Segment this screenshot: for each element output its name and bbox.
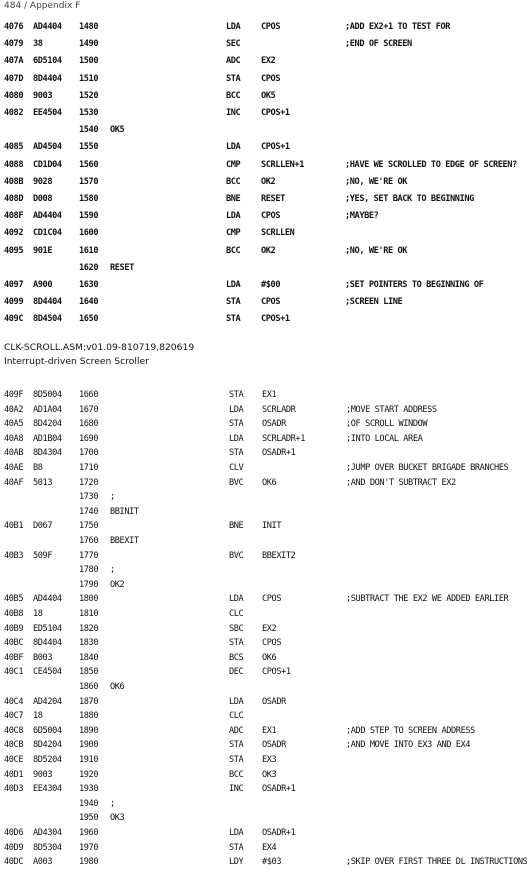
code-num: 1540 bbox=[79, 125, 99, 136]
code-label: BBEXIT bbox=[110, 536, 139, 546]
code-op: LDA bbox=[226, 142, 241, 153]
code-num: 1840 bbox=[79, 652, 99, 663]
code-addr: 40CB bbox=[4, 740, 24, 751]
code-num: 1580 bbox=[79, 194, 99, 204]
code-num: 1770 bbox=[79, 550, 99, 561]
code-addr: 4092 bbox=[4, 228, 24, 239]
code-op: BVC bbox=[229, 550, 244, 561]
code-addr: 4095 bbox=[4, 245, 24, 256]
code-code: AD4204 bbox=[33, 696, 62, 707]
code-label: OK6 bbox=[110, 682, 125, 692]
code-arg: OK3 bbox=[262, 769, 277, 780]
code-comment: ;AND MOVE INTO EX3 AND EX4 bbox=[346, 740, 471, 751]
code-arg: CPOS+1 bbox=[261, 108, 290, 118]
code-addr: 408F bbox=[4, 211, 24, 222]
code-op: CMP bbox=[226, 159, 241, 170]
code-num: 1640 bbox=[79, 297, 99, 308]
code-code: 9028 bbox=[33, 176, 53, 187]
code-arg: SCRLADR+1 bbox=[262, 433, 305, 444]
code-label: OK3 bbox=[110, 813, 125, 824]
code-op: LDA bbox=[229, 433, 244, 444]
code-arg: SCRLADR bbox=[262, 404, 296, 415]
code-addr: 4082 bbox=[4, 108, 24, 118]
code-arg: CPOS bbox=[261, 297, 281, 308]
code-code: EE4504 bbox=[33, 108, 62, 118]
code-num: 1520 bbox=[79, 90, 99, 101]
code-num: 1980 bbox=[79, 857, 99, 868]
code-num: 1680 bbox=[79, 419, 99, 430]
code-arg: OK2 bbox=[261, 245, 276, 256]
code-num: 1620 bbox=[79, 262, 99, 273]
code-code: CE4504 bbox=[33, 667, 62, 678]
code-addr: 40B3 bbox=[4, 550, 24, 561]
code-addr: 40A8 bbox=[4, 433, 24, 444]
running-head: 484 / Appendix F bbox=[4, 1, 81, 11]
code-addr: 40C7 bbox=[4, 711, 24, 722]
code-num: 1590 bbox=[79, 211, 99, 222]
code-code: B8 bbox=[33, 463, 43, 473]
code-label: OK5 bbox=[110, 125, 125, 136]
code-comment: ;NO, WE'RE OK bbox=[345, 245, 408, 256]
code-code: B003 bbox=[33, 652, 53, 663]
code-label: BBINIT bbox=[110, 506, 139, 517]
code-op: STA bbox=[229, 842, 244, 853]
code-num: 1810 bbox=[79, 609, 99, 619]
code-comment: ;SUBTRACT THE EX2 WE ADDED EARLIER bbox=[346, 594, 509, 605]
code-num: 1600 bbox=[79, 228, 99, 239]
code-op: STA bbox=[229, 419, 244, 430]
code-num: 1670 bbox=[79, 404, 99, 415]
code-addr: 408B bbox=[4, 176, 24, 187]
code-arg: EX2 bbox=[262, 623, 277, 634]
code-op: BVC bbox=[229, 477, 244, 488]
code-op: BCC bbox=[229, 769, 244, 780]
code-code: AD1A04 bbox=[33, 404, 62, 415]
code-op: STA bbox=[226, 297, 241, 308]
code-num: 1690 bbox=[79, 433, 99, 444]
code-addr: 40A2 bbox=[4, 404, 24, 415]
code-addr: 4099 bbox=[4, 297, 24, 308]
code-num: 1790 bbox=[79, 579, 99, 590]
code-num: 1610 bbox=[79, 245, 99, 256]
code-arg: BBEXIT2 bbox=[262, 550, 296, 561]
code-code: 509F bbox=[33, 550, 53, 561]
code-label: RESET bbox=[110, 262, 134, 273]
code-arg: RESET bbox=[261, 194, 285, 204]
code-code: 9003 bbox=[33, 90, 53, 101]
code-op: INC bbox=[226, 108, 241, 118]
code-addr: 40AB bbox=[4, 448, 24, 459]
code-num: 1970 bbox=[79, 842, 99, 853]
code-op: ADC bbox=[226, 56, 241, 67]
code-arg: CPOS+1 bbox=[261, 314, 290, 325]
code-op: LDA bbox=[226, 280, 241, 290]
code-code: 8D4204 bbox=[33, 419, 62, 430]
code-arg: CPOS+1 bbox=[262, 667, 291, 678]
code-code: AD4404 bbox=[33, 22, 62, 32]
code-op: LDA bbox=[226, 211, 241, 222]
code-op: STA bbox=[229, 755, 244, 765]
code-arg: CPOS bbox=[261, 73, 281, 84]
code-addr: 40B1 bbox=[4, 521, 24, 532]
code-comment: ;MOVE START ADDRESS bbox=[346, 404, 437, 415]
code-op: SEC bbox=[226, 39, 241, 50]
code-op: BNE bbox=[229, 521, 244, 532]
code-op: LDA bbox=[229, 594, 244, 605]
code-num: 1950 bbox=[79, 813, 99, 824]
code-comment: ;ADD STEP TO SCREEN ADDRESS bbox=[346, 725, 475, 736]
code-arg: #$03 bbox=[262, 857, 282, 868]
code-op: STA bbox=[229, 638, 244, 649]
listing-header-line1: CLK-SCROLL.ASM;v01.09-810719,820619 bbox=[4, 342, 195, 353]
code-num: 1860 bbox=[79, 682, 99, 692]
code-code: A003 bbox=[33, 857, 53, 868]
code-comment: ;OF SCROLL WINDOW bbox=[346, 419, 428, 430]
code-op: BCC bbox=[226, 245, 241, 256]
code-num: 1730 bbox=[79, 492, 99, 503]
code-arg: OK6 bbox=[262, 477, 277, 488]
code-num: 1830 bbox=[79, 638, 99, 649]
code-op: CMP bbox=[226, 228, 241, 239]
code-code: A900 bbox=[33, 280, 53, 290]
code-num: 1760 bbox=[79, 536, 99, 546]
code-comment: ;ADD EX2+1 TO TEST FOR bbox=[345, 22, 451, 32]
code-op: BCC bbox=[226, 176, 241, 187]
code-num: 1650 bbox=[79, 314, 99, 325]
code-code: 8D4204 bbox=[33, 740, 62, 751]
code-comment: ;HAVE WE SCROLLED TO EDGE OF SCREEN? bbox=[345, 159, 517, 170]
code-num: 1750 bbox=[79, 521, 99, 532]
code-code: 8D4404 bbox=[33, 73, 62, 84]
code-code: AD4304 bbox=[33, 828, 62, 838]
code-op: CLC bbox=[229, 711, 244, 722]
code-addr: 40D3 bbox=[4, 784, 24, 795]
code-num: 1900 bbox=[79, 740, 99, 751]
code-addr: 40DC bbox=[4, 857, 24, 868]
code-addr: 40C4 bbox=[4, 696, 24, 707]
code-addr: 40C8 bbox=[4, 725, 24, 736]
code-addr: 40D1 bbox=[4, 769, 24, 780]
code-num: 1490 bbox=[79, 39, 99, 50]
code-arg: EX1 bbox=[262, 390, 277, 400]
code-op: STA bbox=[229, 448, 244, 459]
code-comment: ;NO, WE'RE OK bbox=[345, 176, 408, 187]
code-code: 6D5004 bbox=[33, 725, 62, 736]
code-op: STA bbox=[226, 73, 241, 84]
code-comment: ;INTO LOCAL AREA bbox=[346, 433, 423, 444]
code-num: 1630 bbox=[79, 280, 99, 290]
code-num: 1870 bbox=[79, 696, 99, 707]
code-arg: OK6 bbox=[262, 652, 277, 663]
code-arg: EX1 bbox=[262, 725, 277, 736]
code-comment: ;YES, SET BACK TO BEGINNING bbox=[345, 194, 474, 204]
code-code: EE4304 bbox=[33, 784, 62, 795]
code-arg: OSADR bbox=[262, 740, 286, 751]
code-op: STA bbox=[229, 390, 244, 400]
code-addr: 4080 bbox=[4, 90, 24, 101]
code-addr: 4085 bbox=[4, 142, 24, 153]
code-arg: EX4 bbox=[262, 842, 277, 853]
code-num: 1920 bbox=[79, 769, 99, 780]
code-code: AD4404 bbox=[33, 594, 62, 605]
code-op: LDA bbox=[226, 22, 241, 32]
code-addr: 407A bbox=[4, 56, 24, 67]
code-addr: 4088 bbox=[4, 159, 24, 170]
code-num: 1880 bbox=[79, 711, 99, 722]
code-code: 6D5104 bbox=[33, 56, 62, 67]
code-addr: 4076 bbox=[4, 22, 24, 32]
code-code: AD4504 bbox=[33, 142, 62, 153]
code-arg: OK2 bbox=[261, 176, 276, 187]
code-arg: OSADR+1 bbox=[262, 828, 296, 838]
code-code: 8D4404 bbox=[33, 297, 62, 308]
code-comment: ;SKIP OVER FIRST THREE DL INSTRUCTIONS bbox=[346, 857, 527, 868]
code-label: ; bbox=[110, 798, 115, 809]
code-arg: CPOS+1 bbox=[261, 142, 290, 153]
code-op: LDA bbox=[229, 404, 244, 415]
code-code: 8D4304 bbox=[33, 448, 62, 459]
code-label: ; bbox=[110, 565, 115, 576]
code-num: 1800 bbox=[79, 594, 99, 605]
code-arg: OSADR+1 bbox=[262, 784, 296, 795]
code-addr: 40BF bbox=[4, 652, 24, 663]
code-op: STA bbox=[226, 314, 241, 325]
code-num: 1820 bbox=[79, 623, 99, 634]
code-num: 1550 bbox=[79, 142, 99, 153]
code-code: D008 bbox=[33, 194, 53, 204]
code-code: 901E bbox=[33, 245, 53, 256]
code-code: 8D5004 bbox=[33, 390, 62, 400]
code-addr: 40B8 bbox=[4, 609, 24, 619]
code-num: 1710 bbox=[79, 463, 99, 473]
code-comment: ;SET POINTERS TO BEGINNING OF bbox=[345, 280, 484, 290]
code-op: BCS bbox=[229, 652, 244, 663]
code-code: 8D4504 bbox=[33, 314, 62, 325]
code-num: 1850 bbox=[79, 667, 99, 678]
code-addr: 40B5 bbox=[4, 594, 24, 605]
code-code: CD1C04 bbox=[33, 228, 62, 239]
code-num: 1530 bbox=[79, 108, 99, 118]
code-code: 8D4404 bbox=[33, 638, 62, 649]
code-addr: 4079 bbox=[4, 39, 24, 50]
code-addr: 40BC bbox=[4, 638, 24, 649]
code-arg: SCRLLEN bbox=[261, 228, 295, 239]
code-code: AD1B04 bbox=[33, 433, 62, 444]
code-code: 18 bbox=[33, 711, 43, 722]
code-num: 1700 bbox=[79, 448, 99, 459]
code-arg: SCRLLEN+1 bbox=[261, 159, 304, 170]
code-addr: 408D bbox=[4, 194, 24, 204]
code-op: ADC bbox=[229, 725, 244, 736]
code-code: ED5104 bbox=[33, 623, 62, 634]
code-op: CLV bbox=[229, 463, 244, 473]
code-addr: 407D bbox=[4, 73, 24, 84]
code-arg: EX2 bbox=[261, 56, 276, 67]
code-arg: INIT bbox=[262, 521, 282, 532]
code-arg: CPOS bbox=[261, 211, 281, 222]
code-num: 1570 bbox=[79, 176, 99, 187]
code-arg: OSADR bbox=[262, 419, 286, 430]
code-arg: OK5 bbox=[261, 90, 276, 101]
code-arg: #$00 bbox=[261, 280, 281, 290]
code-code: D067 bbox=[33, 521, 53, 532]
code-op: BCC bbox=[226, 90, 241, 101]
code-comment: ;JUMP OVER BUCKET BRIGADE BRANCHES bbox=[346, 463, 509, 473]
code-label: ; bbox=[110, 492, 115, 503]
code-addr: 40D9 bbox=[4, 842, 24, 853]
code-code: 8D5304 bbox=[33, 842, 62, 853]
code-op: LDA bbox=[229, 828, 244, 838]
code-addr: 4097 bbox=[4, 280, 24, 290]
code-op: DEC bbox=[229, 667, 244, 678]
code-arg: OSADR+1 bbox=[262, 448, 296, 459]
code-comment: ;MAYBE? bbox=[345, 211, 379, 222]
code-addr: 40AF bbox=[4, 477, 24, 488]
code-num: 1660 bbox=[79, 390, 99, 400]
code-code: CD1D04 bbox=[33, 159, 62, 170]
code-num: 1780 bbox=[79, 565, 99, 576]
code-op: LDY bbox=[229, 857, 244, 868]
code-comment: ;SCREEN LINE bbox=[345, 297, 403, 308]
code-addr: 409C bbox=[4, 314, 24, 325]
code-num: 1500 bbox=[79, 56, 99, 67]
code-op: LDA bbox=[229, 696, 244, 707]
code-num: 1930 bbox=[79, 784, 99, 795]
code-num: 1560 bbox=[79, 159, 99, 170]
code-arg: EX3 bbox=[262, 755, 277, 765]
code-addr: 40A5 bbox=[4, 419, 24, 430]
code-op: INC bbox=[229, 784, 244, 795]
code-code: 38 bbox=[33, 39, 43, 50]
code-code: 8D5204 bbox=[33, 755, 62, 765]
code-addr: 40AE bbox=[4, 463, 24, 473]
code-num: 1960 bbox=[79, 828, 99, 838]
code-num: 1740 bbox=[79, 506, 99, 517]
listing-header-line2: Interrupt-driven Screen Scroller bbox=[4, 356, 149, 367]
code-comment: ;AND DON'T SUBTRACT EX2 bbox=[346, 477, 456, 488]
code-addr: 40CE bbox=[4, 755, 24, 765]
code-op: BNE bbox=[226, 194, 241, 204]
code-num: 1940 bbox=[79, 798, 99, 809]
code-code: 18 bbox=[33, 609, 43, 619]
code-label: OK2 bbox=[110, 579, 125, 590]
code-code: 9003 bbox=[33, 769, 53, 780]
code-code: 5013 bbox=[33, 477, 53, 488]
code-op: CLC bbox=[229, 609, 244, 619]
code-arg: CPOS bbox=[262, 594, 282, 605]
code-arg: OSADR bbox=[262, 696, 286, 707]
code-code: AD4404 bbox=[33, 211, 62, 222]
code-num: 1480 bbox=[79, 22, 99, 32]
code-addr: 409F bbox=[4, 390, 24, 400]
code-op: SBC bbox=[229, 623, 244, 634]
code-addr: 40C1 bbox=[4, 667, 24, 678]
code-num: 1510 bbox=[79, 73, 99, 84]
code-comment: ;END OF SCREEN bbox=[345, 39, 412, 50]
code-num: 1890 bbox=[79, 725, 99, 736]
code-arg: CPOS bbox=[261, 22, 281, 32]
code-num: 1910 bbox=[79, 755, 99, 765]
code-arg: CPOS bbox=[262, 638, 282, 649]
code-addr: 40D6 bbox=[4, 828, 24, 838]
code-addr: 40B9 bbox=[4, 623, 24, 634]
code-op: STA bbox=[229, 740, 244, 751]
code-num: 1720 bbox=[79, 477, 99, 488]
